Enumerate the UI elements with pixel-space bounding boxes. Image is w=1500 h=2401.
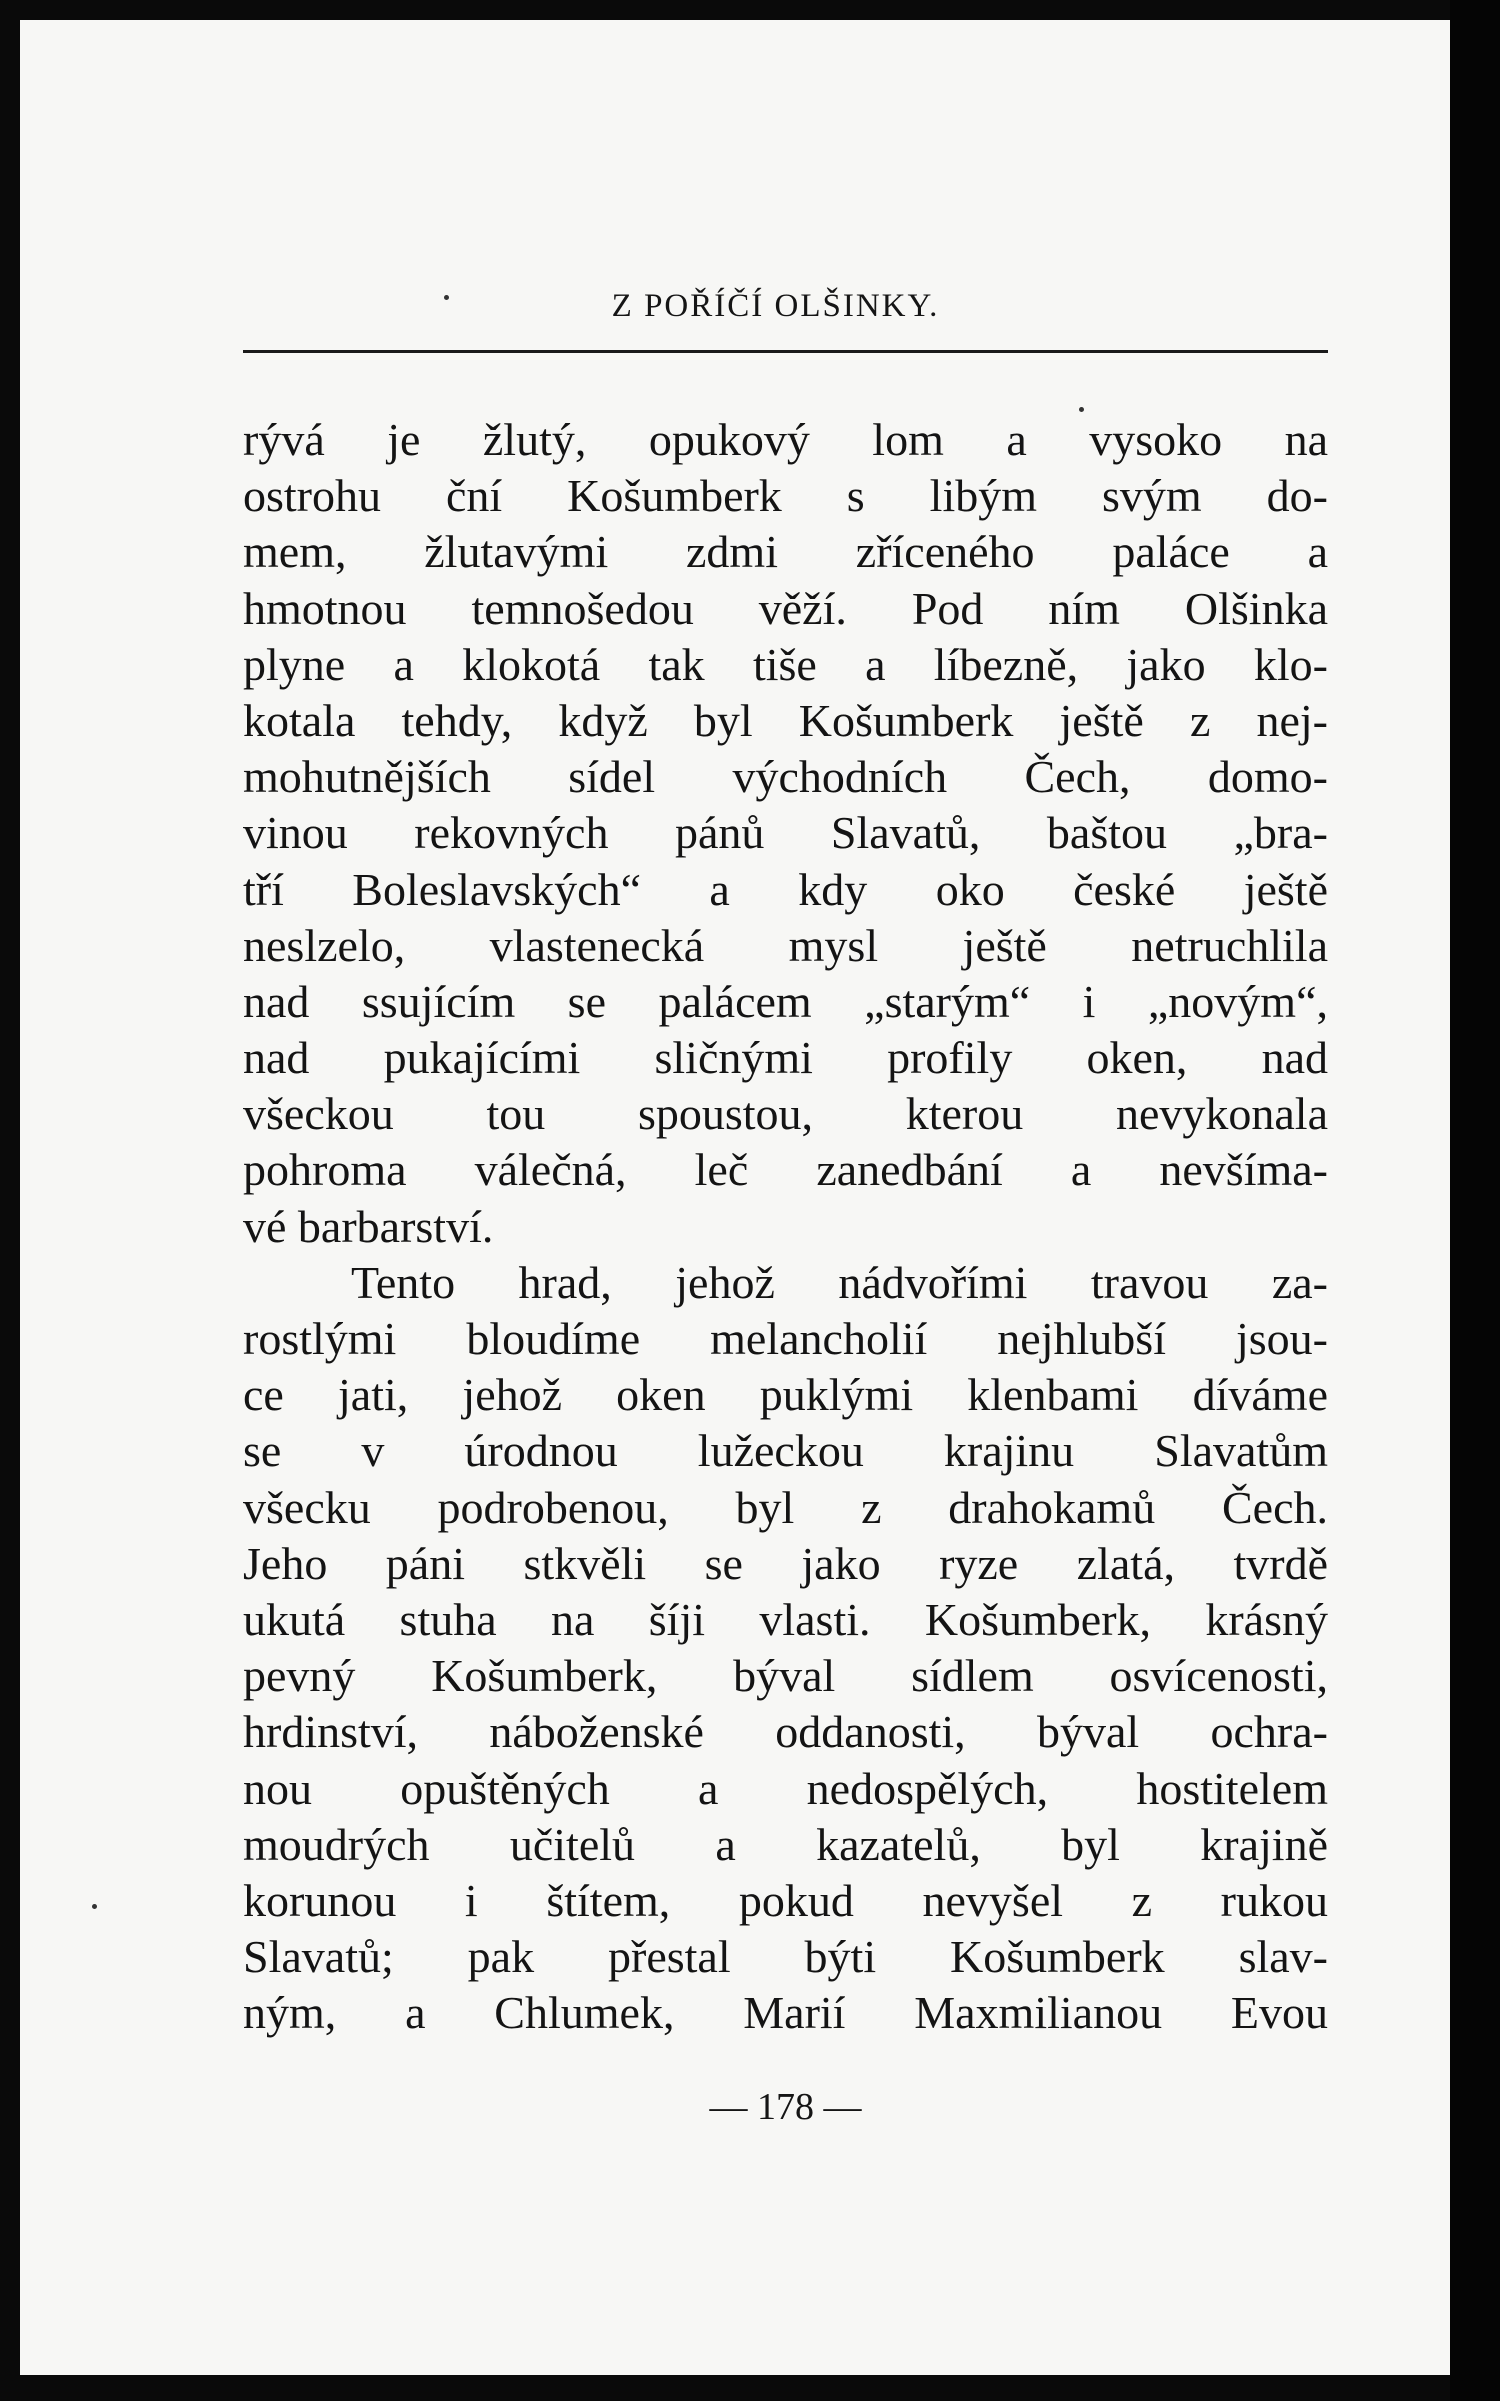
body-text xyxy=(243,412,1328,2041)
text-line: nou opuštěných a nedospělých, hostitelem xyxy=(243,1762,1328,1814)
running-head: Z POŘÍČÍ OLŠINKY. xyxy=(611,288,940,324)
text-line: ukutá stuha na šíji vlasti. Košumberk, krásný xyxy=(243,1593,1328,1645)
text-line: rostlými bloudíme melancholií nejhlubší jsou- xyxy=(243,1313,1328,1364)
text-line: mem, žlutavými zdmi zříceného paláce a xyxy=(243,526,1328,578)
paper-speck xyxy=(444,295,449,300)
text-line: ce jati, jehož oken puklými klenbami díváme xyxy=(243,1369,1328,1421)
header-rule xyxy=(243,350,1328,353)
text-line: mohutnějších sídel východních Čech, domo- xyxy=(243,751,1328,803)
text-line: hmotnou temnošedou věží. Pod ním Olšinka xyxy=(243,582,1328,634)
text-line: plyne a klokotá tak tiše a líbezně, jako klo- xyxy=(243,638,1328,690)
text-line: Tento hrad, jehož nádvořími travou za- xyxy=(351,1256,1328,1308)
text-line: vinou rekovných pánů Slavatů, baštou „bra- xyxy=(243,807,1328,859)
text-line: všeckou tou spoustou, kterou nevykonala xyxy=(243,1088,1328,1140)
text-line: se v úrodnou lužeckou krajinu Slavatům xyxy=(243,1425,1328,1477)
page-number: — 178 — xyxy=(709,2086,862,2128)
text-line: korunou i štítem, pokud nevyšel z rukou xyxy=(243,1874,1328,1926)
page-edge-shadow xyxy=(1450,0,1500,2401)
text-line: pevný Košumberk, býval sídlem osvícenosti, xyxy=(243,1650,1328,1702)
text-line: Jeho páni stkvěli se jako ryze zlatá, tvrdě xyxy=(243,1537,1328,1589)
text-line: hrdinství, náboženské oddanosti, býval ochra- xyxy=(243,1706,1328,1758)
text-line: ným, a Chlumek, Marií Maxmilianou Evou xyxy=(243,1987,1328,2039)
text-line: nad ssujícím se palácem „starým“ i „novým“, xyxy=(243,975,1328,1027)
text-line: nad pukajícími sličnými profily oken, nad xyxy=(243,1032,1328,1084)
text-line: ostrohu ční Košumberk s libým svým do- xyxy=(243,470,1328,522)
text-line: pohroma válečná, leč zanedbání a nevšíma- xyxy=(243,1144,1328,1196)
text-line: tří Boleslavských“ a kdy oko české ještě xyxy=(243,863,1328,915)
text-line: kotala tehdy, když byl Košumberk ještě z nej- xyxy=(243,694,1328,746)
paper-speck xyxy=(1079,407,1084,412)
text-line: rývá je žlutý, opukový lom a vysoko na xyxy=(243,414,1328,465)
text-line: Slavatů; pak přestal býti Košumberk slav- xyxy=(243,1931,1328,1983)
text-line: vé barbarství. xyxy=(243,1200,494,1252)
text-line: moudrých učitelů a kazatelů, byl krajině xyxy=(243,1818,1328,1870)
text-line: neslzelo, vlastenecká mysl ještě netruchlila xyxy=(243,919,1328,971)
paper-speck xyxy=(92,1904,97,1909)
text-line: všecku podrobenou, byl z drahokamů Čech. xyxy=(243,1481,1328,1533)
